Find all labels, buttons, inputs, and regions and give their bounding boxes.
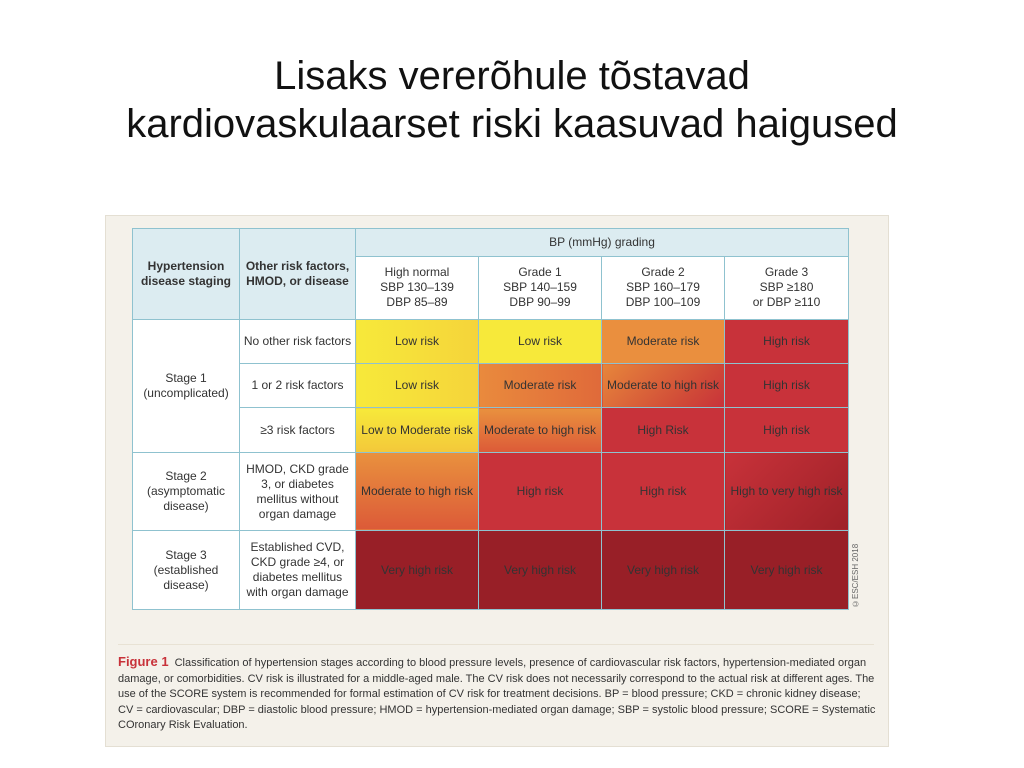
factor-1-2: 1 or 2 risk factors bbox=[240, 364, 356, 408]
risk-cell: High risk bbox=[725, 319, 849, 363]
header-bp-grading: BP (mmHg) grading bbox=[356, 229, 849, 257]
risk-cell: Moderate risk bbox=[479, 364, 602, 408]
risk-cell: Low risk bbox=[356, 319, 479, 363]
grade-dbp: DBP 90–99 bbox=[509, 295, 571, 310]
grade-dbp: or DBP ≥110 bbox=[752, 295, 821, 310]
risk-cell: Very high risk bbox=[725, 531, 849, 610]
risk-cell: Very high risk bbox=[479, 531, 602, 610]
risk-cell: Very high risk bbox=[356, 531, 479, 610]
grade-sbp: SBP 160–179 bbox=[626, 280, 700, 295]
grade-name: High normal bbox=[384, 265, 450, 280]
risk-cell: High risk bbox=[725, 364, 849, 408]
factor-established-cvd: Established CVD, CKD grade ≥4, or diabetes mellitus with organ damage bbox=[240, 531, 356, 610]
grade-name: Grade 1 bbox=[518, 265, 562, 280]
risk-cell: Moderate to high risk bbox=[602, 364, 725, 408]
risk-cell: High to very high risk bbox=[725, 452, 849, 531]
header-staging: Hypertension disease staging bbox=[133, 229, 240, 320]
figure-label: Figure 1 bbox=[118, 654, 169, 669]
grade-sbp: SBP ≥180 bbox=[759, 280, 814, 295]
risk-cell: High risk bbox=[602, 452, 725, 531]
grade-dbp: DBP 100–109 bbox=[625, 295, 701, 310]
factor-no-other: No other risk factors bbox=[240, 319, 356, 363]
stage-1-label: Stage 1 (uncomplicated) bbox=[133, 319, 240, 452]
stage-3-label: Stage 3 (established disease) bbox=[133, 531, 240, 610]
risk-classification-figure bbox=[106, 216, 888, 746]
copyright-notice: ©ESC/ESH 2018 bbox=[851, 543, 860, 608]
grade-dbp: DBP 85–89 bbox=[386, 295, 448, 310]
slide-title bbox=[0, 52, 1024, 148]
header-grade-high-normal bbox=[356, 257, 479, 319]
risk-cell: Low risk bbox=[356, 364, 479, 408]
factor-3-plus: ≥3 risk factors bbox=[240, 408, 356, 452]
risk-cell: High risk bbox=[725, 408, 849, 452]
slide-title-line-2: kardiovaskulaarset riski kaasuvad haigused bbox=[126, 102, 898, 146]
risk-cell: High risk bbox=[479, 452, 602, 531]
header-grade-3 bbox=[725, 257, 849, 319]
grade-name: Grade 3 bbox=[764, 265, 809, 280]
stage-2-label: Stage 2 (asymptomatic disease) bbox=[133, 452, 240, 531]
caption-divider bbox=[118, 644, 874, 645]
figure-caption bbox=[118, 654, 878, 734]
grade-sbp: SBP 130–139 bbox=[380, 280, 454, 295]
caption-text: Classification of hypertension stages according to blood pressure levels, presence of cardiovascular risk factors, hypertension-mediated organ damage, or comorbidities. CV risk is illustrated for a middle-aged male. The CV risk does not necessarily correspond to the actual risk at different ages. The use of the SCORE system is recommended for formal estimation of CV risk for treatment decisions. BP = blood pressure; CKD = chronic kidney disease; CV = cardiovascular; DBP = diastolic blood pressure; HMOD = hypertension-mediated organ damage; SBP = systolic blood pressure; SCORE = Systematic COronary Risk Evaluation. bbox=[118, 657, 876, 731]
risk-cell: Low risk bbox=[479, 319, 602, 363]
risk-cell: Moderate risk bbox=[602, 319, 725, 363]
risk-matrix-table bbox=[132, 228, 849, 610]
risk-cell: High Risk bbox=[602, 408, 725, 452]
header-grade-1 bbox=[479, 257, 602, 319]
header-grade-2 bbox=[602, 257, 725, 319]
slide-title-line-1: Lisaks vererõhule tõstavad bbox=[274, 54, 750, 98]
header-risk-factors: Other risk factors, HMOD, or disease bbox=[240, 229, 356, 320]
risk-cell: Low to Moderate risk bbox=[356, 408, 479, 452]
factor-hmod-ckd3: HMOD, CKD grade 3, or diabetes mellitus without organ damage bbox=[240, 452, 356, 531]
risk-cell: Moderate to high risk bbox=[479, 408, 602, 452]
risk-cell: Moderate to high risk bbox=[356, 452, 479, 531]
grade-sbp: SBP 140–159 bbox=[503, 280, 577, 295]
grade-name: Grade 2 bbox=[641, 265, 685, 280]
risk-cell: Very high risk bbox=[602, 531, 725, 610]
